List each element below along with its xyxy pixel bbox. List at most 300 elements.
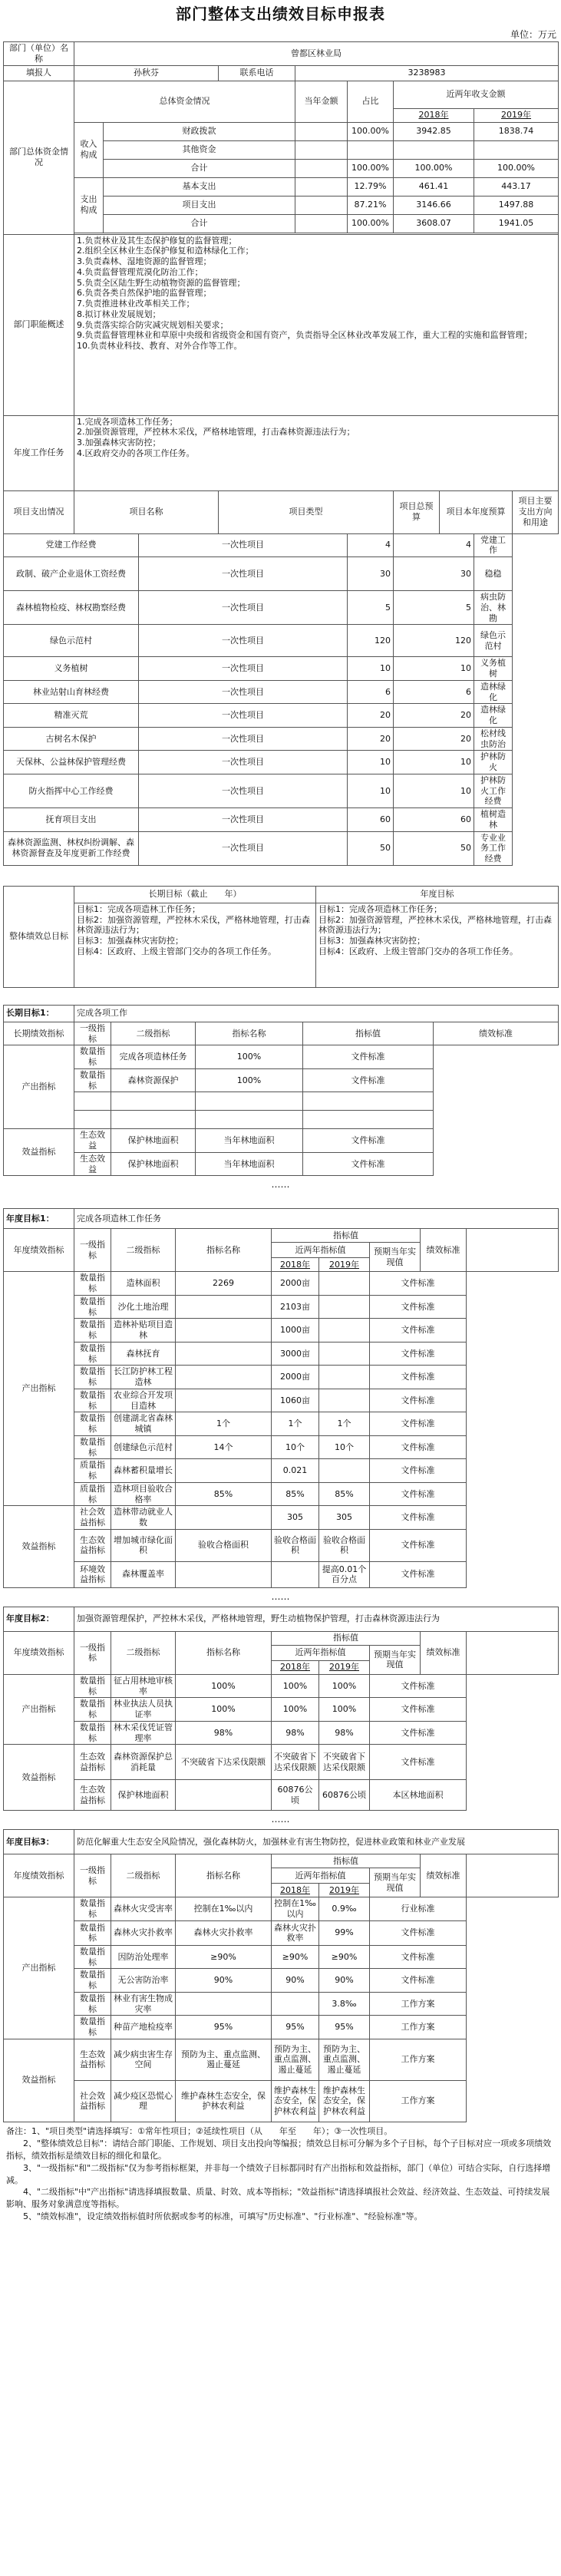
project-type: 一次性项目 (139, 680, 348, 704)
expend-label: 支出构成 (74, 177, 104, 233)
indicator-std: 本区林地面积 (370, 1780, 467, 1811)
indicator-y2: 验收合格面积 (272, 1529, 319, 1561)
note-line: 2、"整体绩效总目标"：请结合部门职能、工作规划、项目支出投向等编报；绩效总目标可分解为多个子目标，每个子目标对应一项或多项绩效指标，绩效指标是绩效目标的细化和量化。 (6, 2138, 552, 2161)
indicator-l2: 数量指标 (74, 1435, 111, 1459)
project-type: 一次性项目 (139, 727, 348, 751)
funds-row-y2: 100.00% (474, 159, 559, 177)
lt-l2: 数量指标 (74, 1068, 111, 1092)
project-name: 党建工作经费 (4, 533, 139, 557)
indicator-l2: 质量指标 (74, 1482, 111, 1506)
filler-label: 填报人 (4, 65, 74, 81)
indicator-name: 减少病虫害生存空间 (111, 2039, 176, 2080)
y2-c2: 二级指标 (111, 1631, 176, 1674)
lt-eff-label: 效益指标 (4, 1129, 74, 1176)
project-row (4, 557, 559, 591)
lt-c2: 二级指标 (111, 1022, 196, 1045)
indicator-y2 (272, 1561, 319, 1587)
project-row (4, 625, 559, 657)
indicator-std: 文件标准 (370, 1366, 467, 1389)
indicator-std: 工作方案 (370, 2016, 467, 2039)
indicator-y1: 维护森林生态安全，保护林农利益 (176, 2080, 272, 2122)
indicator-y2: 100% (272, 1698, 319, 1722)
filler-name: 孙秋芬 (74, 65, 219, 81)
year-goal-row (4, 1969, 559, 1993)
funds-row-y1: 3146.66 (394, 196, 474, 214)
project-type: 一次性项目 (139, 533, 348, 557)
indicator-plan: 10个 (319, 1435, 370, 1459)
y2-plan-head: 预期当年实现值 (370, 1645, 421, 1674)
year-goal-row (4, 2016, 559, 2039)
year-goal-row (4, 1412, 559, 1436)
lt-std: 文件标准 (303, 1045, 434, 1069)
funds-row-y1: 461.41 (394, 177, 474, 196)
project-type: 一次性项目 (139, 625, 348, 657)
y1-plan-head: 预期当年实现值 (370, 1243, 421, 1272)
indicator-y2: 95% (272, 2016, 319, 2039)
lt-std: 文件标准 (303, 1152, 434, 1176)
indicator-l2: 数量指标 (74, 1342, 111, 1366)
lt-val: 当年林地面积 (196, 1152, 303, 1176)
indicator-name: 造林补贴项目造林 (111, 1319, 176, 1342)
y2-c1: 一级指标 (74, 1631, 111, 1674)
lt-c3: 指标名称 (196, 1022, 303, 1045)
indicator-std: 文件标准 (370, 1698, 467, 1722)
year-goal-row (4, 1459, 559, 1483)
lt-name: 森林资源保护 (111, 1068, 196, 1092)
lt-l2: 生态效益 (74, 1129, 111, 1153)
year-goal-row (4, 1674, 559, 1698)
indicator-l2: 生态效益指标 (74, 2039, 111, 2080)
y3-std-head: 绩效标准 (421, 1854, 467, 1897)
indicator-name: 造林带动就业人数 (111, 1506, 176, 1530)
long-term-row (4, 1068, 559, 1092)
lt-std: 文件标准 (303, 1068, 434, 1092)
project-total: 10 (348, 657, 394, 681)
project-year: 120 (394, 625, 474, 657)
project-use: 造林绿化 (474, 704, 513, 728)
indicator-y1 (176, 1780, 272, 1811)
indicator-plan: 1个 (319, 1412, 370, 1436)
funds-row-y1: 3608.07 (394, 214, 474, 233)
indicator-l2: 数量指标 (74, 1721, 111, 1745)
out-label: 产出指标 (4, 1897, 74, 2039)
year-goal-row (4, 1945, 559, 1969)
funds-row-y2: 1941.05 (474, 214, 559, 233)
indicator-plan: 提高0.01个百分点 (319, 1561, 370, 1587)
indicator-name: 农业综合开发项目造林 (111, 1389, 176, 1412)
long-term-row (4, 1129, 559, 1153)
indicator-name: 造林面积 (111, 1272, 176, 1296)
funds-row-name: 合计 (104, 214, 295, 233)
indicator-l2: 数量指标 (74, 1295, 111, 1319)
project-row (4, 591, 559, 625)
phone-label: 联系电话 (219, 65, 295, 81)
y2-year1: 2018年 (272, 1660, 319, 1674)
indicator-std: 工作方案 (370, 2039, 467, 2080)
duties-text: 1.负责林业及其生态保护修复的监督管理； 2.组织全区林业生态保护修复和造林绿化工作； 3.负责森林、湿地资源的监督管理； 4.负责监督管理荒漠化防治工作； 5.负责全区陆生野生动植物资源的监督管理； 6.负责各类自然保护地的监督管理； 7.负责推进林业改革相关工作； 8.拟订林业发展规划； 9.负责落实综合防灾减灾规划相关要求； 9.负责监督管理林业和草原中央级和省级资金和国有资产，负责指导全区林业改革发展工作，重大工程的实施和监督管理； 10.负责林业科技、教育、对外合作等工作。 (74, 234, 559, 415)
indicator-plan: 维护森林生态安全，保护林农利益 (319, 2080, 370, 2122)
project-name: 林业站射山育林经费 (4, 680, 139, 704)
funds-row-y2: 443.17 (474, 177, 559, 196)
funds-row-name: 项目支出 (104, 196, 295, 214)
funds-row-name: 其他资金 (104, 140, 295, 159)
funds-head-total: 总体资金情况 (74, 81, 295, 122)
funds-row-ratio: 12.79% (348, 177, 394, 196)
project-total: 120 (348, 625, 394, 657)
project-use: 义务植树 (474, 657, 513, 681)
note-line: 5、"绩效标准"，设定绩效指标值时所依据或参考的标准，可填写"历史标准"、"行业标准"、"经验标准"等。 (23, 2211, 423, 2222)
indicator-std: 行业标准 (370, 1897, 467, 1921)
project-year: 10 (394, 657, 474, 681)
indicator-std: 工作方案 (370, 1992, 467, 2016)
y1-year2: 2019年 (319, 1258, 370, 1272)
indicator-y1 (176, 1389, 272, 1412)
lt-val: 100% (196, 1068, 303, 1092)
y3-c2: 二级指标 (111, 1854, 176, 1897)
y2-recent: 近两年指标值 (272, 1645, 370, 1660)
indicator-y1 (176, 1295, 272, 1319)
indicator-y2: 维护森林生态安全，保护林农利益 (272, 2080, 319, 2122)
note-line: 备注：1、"项目类型"请选择填写：①常年性项目；②延续性项目（从 年至 年）；③一次性项目。 (6, 2125, 393, 2136)
projects-head-name: 项目名称 (74, 490, 219, 533)
year-goal-row (4, 1295, 559, 1319)
indicator-y1 (176, 1459, 272, 1483)
overall-right-head: 年度目标 (316, 886, 559, 903)
indicator-name: 森林火灾扑救率 (111, 1920, 176, 1945)
project-total: 10 (348, 774, 394, 807)
indicator-plan: 100% (319, 1674, 370, 1698)
indicator-y1 (176, 1992, 272, 2016)
indicator-plan (319, 1459, 370, 1483)
funds-row-ratio (348, 140, 394, 159)
project-total: 6 (348, 680, 394, 704)
project-type: 一次性项目 (139, 831, 348, 865)
y2-std-head: 绩效标准 (421, 1631, 467, 1674)
funds-y2: 2019年 (474, 108, 559, 122)
indicator-name: 征占用林地审核率 (111, 1674, 176, 1698)
indicator-y1: 预防为主、重点监测、遏止蔓延 (176, 2039, 272, 2080)
y3-c1: 一级指标 (74, 1854, 111, 1897)
indicator-plan: 90% (319, 1969, 370, 1993)
indicator-y1: 90% (176, 1969, 272, 1993)
indicator-std: 文件标准 (370, 1272, 467, 1296)
indicator-plan: 85% (319, 1482, 370, 1506)
year2-desc: 加强资源管理保护，严控林木采伐，严格林地管理，野生动植物保护管理，打击森林资源违法行为 (74, 1607, 559, 1631)
project-name: 森林植物检疫、林权勘察经费 (4, 591, 139, 625)
out-label: 产出指标 (4, 1674, 74, 1745)
indicator-name: 创建绿色示范村 (111, 1435, 176, 1459)
indicator-y2: 85% (272, 1482, 319, 1506)
long-term-row (4, 1152, 559, 1176)
project-year: 30 (394, 557, 474, 591)
indicator-l2: 数量指标 (74, 1992, 111, 2016)
indicator-l2: 生态效益指标 (74, 1529, 111, 1561)
indicator-y2: 305 (272, 1506, 319, 1530)
indicator-l2: 数量指标 (74, 1698, 111, 1722)
project-row (4, 774, 559, 807)
funds-row-name: 财政拨款 (104, 122, 295, 140)
project-row (4, 533, 559, 557)
year-goal-row (4, 2080, 559, 2122)
indicator-y2: ≥90% (272, 1945, 319, 1969)
projects-head-type: 项目类型 (219, 490, 394, 533)
year2-head: 年度目标2： (4, 1607, 74, 1631)
indicator-std: 文件标准 (370, 1969, 467, 1993)
y1-val-head: 指标值 (272, 1229, 421, 1243)
y3-plan-head: 预期当年实现值 (370, 1868, 421, 1897)
project-year: 5 (394, 591, 474, 625)
indicator-l2: 数量指标 (74, 1389, 111, 1412)
duties-label: 部门职能概述 (4, 234, 74, 415)
indicator-y1 (176, 1506, 272, 1530)
indicator-l2: 数量指标 (74, 1969, 111, 1993)
project-use: 造林绿化 (474, 680, 513, 704)
notes (0, 2122, 561, 2224)
project-total: 20 (348, 727, 394, 751)
indicator-name: 林业执法人员执证率 (111, 1698, 176, 1722)
indicator-l2: 社会效益指标 (74, 2080, 111, 2122)
indicator-plan: 100% (319, 1698, 370, 1722)
ellipsis: …… (271, 1590, 290, 1602)
indicator-name: 林业有害生物成灾率 (111, 1992, 176, 2016)
y3-year2: 2019年 (319, 1884, 370, 1897)
indicator-name: 森林蓄积量增长 (111, 1459, 176, 1483)
year-goal-row (4, 1319, 559, 1342)
funds-row-ratio: 87.21% (348, 196, 394, 214)
indicator-name: 因防治处理率 (111, 1945, 176, 1969)
y2-c3: 指标名称 (176, 1631, 272, 1674)
indicator-y2: 控制在1‰以内 (272, 1897, 319, 1921)
indicator-l2: 生态效益指标 (74, 1745, 111, 1780)
funds-section-label: 部门总体资金情况 (4, 81, 74, 234)
lt-std (303, 1111, 434, 1129)
indicator-name: 创建湖北省森林城镇 (111, 1412, 176, 1436)
indicator-l2: 生态效益指标 (74, 1780, 111, 1811)
indicator-y2: 0.021 (272, 1459, 319, 1483)
indicator-plan (319, 1389, 370, 1412)
indicator-std: 文件标准 (370, 1295, 467, 1319)
indicator-std: 文件标准 (370, 1920, 467, 1945)
indicator-name: 种苗产地检疫率 (111, 2016, 176, 2039)
y1-c3: 指标名称 (176, 1229, 272, 1272)
year-goal-row (4, 1366, 559, 1389)
year3-desc: 防范化解重大生态安全风险情况，强化森林防火，加强林业有害生物防控，促进林业政策和林业产业发展 (74, 1830, 559, 1854)
long-term-row (4, 1111, 559, 1129)
indicator-y1 (176, 1561, 272, 1587)
long-term-label: 长期绩效指标 (4, 1022, 74, 1045)
y1-c1: 一级指标 (74, 1229, 111, 1272)
indicator-plan: 98% (319, 1721, 370, 1745)
year-goal-row (4, 1721, 559, 1745)
indicator-l2: 环境效益指标 (74, 1561, 111, 1587)
project-name: 精准灭荒 (4, 704, 139, 728)
out-label: 产出指标 (4, 1272, 74, 1506)
lt-l2 (74, 1092, 111, 1111)
indicator-l2: 数量指标 (74, 1945, 111, 1969)
funds-row-y2: 1838.74 (474, 122, 559, 140)
year3-head: 年度目标3： (4, 1830, 74, 1854)
income-label: 收入构成 (74, 122, 104, 177)
project-row (4, 680, 559, 704)
funds-row-name: 合计 (104, 159, 295, 177)
indicator-y2: 3000亩 (272, 1342, 319, 1366)
funds-head-recent: 近两年收支金额 (394, 81, 559, 108)
long-term-table (3, 1005, 559, 1177)
indicator-y2: 1个 (272, 1412, 319, 1436)
year-goal-row (4, 1389, 559, 1412)
indicator-std: 文件标准 (370, 1506, 467, 1530)
funds-row-ratio: 100.00% (348, 214, 394, 233)
project-row (4, 831, 559, 865)
y2-year2: 2019年 (319, 1660, 370, 1674)
annual-label: 年度工作任务 (4, 415, 74, 490)
indicator-y2: 2000亩 (272, 1366, 319, 1389)
indicator-y2: 10个 (272, 1435, 319, 1459)
year2-table (3, 1607, 559, 1811)
indicator-name: 减少疫区恐慌心理 (111, 2080, 176, 2122)
lt-std: 文件标准 (303, 1129, 434, 1153)
phone-number: 3238983 (295, 65, 559, 81)
year1-label: 年度绩效指标 (4, 1229, 74, 1272)
year-goal-row (4, 1992, 559, 2016)
indicator-l2: 数量指标 (74, 1319, 111, 1342)
indicator-y2: 60876公顷 (272, 1780, 319, 1811)
funds-row-cur (295, 177, 348, 196)
indicator-plan: 预防为主、重点监测、遏止蔓延 (319, 2039, 370, 2080)
project-name: 义务植树 (4, 657, 139, 681)
project-use: 专业业务工作经费 (474, 831, 513, 865)
lt-name: 完成各项造林任务 (111, 1045, 196, 1069)
indicator-l2: 数量指标 (74, 1920, 111, 1945)
indicator-plan: 60876公顷 (319, 1780, 370, 1811)
indicator-std: 文件标准 (370, 1945, 467, 1969)
lt-l2: 生态效益 (74, 1152, 111, 1176)
indicator-name: 林木采伐凭证管理率 (111, 1721, 176, 1745)
funds-row-y2 (474, 140, 559, 159)
project-row (4, 751, 559, 774)
page-title: 部门整体支出绩效目标申报表 (176, 5, 385, 23)
indicator-plan: 不突破省下达采伐限额 (319, 1745, 370, 1780)
funds-row-ratio: 100.00% (348, 159, 394, 177)
note-line: 4、"二级指标"中"产出指标"请选择填报数量、质量、时效、成本等指标；"效益指标"请选择填报社会效益、经济效益、生态效益、可持续发展影响、服务对象满意度等指标。 (6, 2187, 550, 2210)
indicator-y2: 森林火灾扑救率 (272, 1920, 319, 1945)
project-use: 病虫防治、林勘 (474, 591, 513, 625)
indicator-std: 文件标准 (370, 1674, 467, 1698)
indicator-l2: 数量指标 (74, 1674, 111, 1698)
note-line: 3、"一级指标"和"二级指标"仅为参考指标框架，并非每一个绩效子目标都同时有产出指标和效益指标，部门（单位）可结合实际，自行选择增减。 (6, 2162, 551, 2185)
indicator-y1: 98% (176, 1721, 272, 1745)
project-year: 4 (394, 533, 474, 557)
project-row (4, 808, 559, 832)
project-name: 天保林、公益林保护管理经费 (4, 751, 139, 774)
ellipsis: …… (271, 1814, 290, 1825)
indicator-y1: 14个 (176, 1435, 272, 1459)
indicator-y1: 85% (176, 1482, 272, 1506)
project-year: 10 (394, 774, 474, 807)
year2-label: 年度绩效指标 (4, 1631, 74, 1674)
lt-name (111, 1111, 196, 1129)
indicator-name: 森林抚育 (111, 1342, 176, 1366)
indicator-y2: 100% (272, 1674, 319, 1698)
indicator-y1: 95% (176, 2016, 272, 2039)
funds-head-ratio: 占比 (348, 81, 394, 122)
project-year: 20 (394, 727, 474, 751)
indicator-y2: 不突破省下达采伐限额 (272, 1745, 319, 1780)
dept-name: 曾都区林业局 (74, 42, 559, 66)
project-use: 植树造林 (474, 808, 513, 832)
indicator-name: 森林覆盖率 (111, 1561, 176, 1587)
indicator-name: 长江防护林工程造林 (111, 1366, 176, 1389)
indicator-l2: 数量指标 (74, 2016, 111, 2039)
lt-name (111, 1092, 196, 1111)
overall-goal-label: 整体绩效总目标 (4, 886, 74, 987)
funds-row-cur (295, 140, 348, 159)
project-type: 一次性项目 (139, 657, 348, 681)
project-type: 一次性项目 (139, 591, 348, 625)
indicator-y2: 预防为主、重点监测、遏止蔓延 (272, 2039, 319, 2080)
funds-row-cur (295, 122, 348, 140)
eff-label: 效益指标 (4, 2039, 74, 2122)
indicator-plan (319, 1319, 370, 1342)
indicator-plan: ≥90% (319, 1945, 370, 1969)
indicator-y2: 90% (272, 1969, 319, 1993)
long-term-desc: 完成各项工作 (74, 1005, 559, 1022)
long-term-head: 长期目标1： (4, 1005, 74, 1022)
project-use: 护林防火工作经费 (474, 774, 513, 807)
year-goal-row (4, 1780, 559, 1811)
indicator-l2: 数量指标 (74, 1897, 111, 1921)
funds-row-cur (295, 196, 348, 214)
funds-row-y1 (394, 140, 474, 159)
project-name: 森林资源监测、林权纠纷调解、森林资源督查及年度更新工作经费 (4, 831, 139, 865)
indicator-std: 文件标准 (370, 1435, 467, 1459)
indicator-name: 无公害防治率 (111, 1969, 176, 1993)
project-year: 6 (394, 680, 474, 704)
indicator-name: 增加城市绿化面积 (111, 1529, 176, 1561)
lt-c5: 绩效标准 (434, 1022, 559, 1045)
indicator-y1: 验收合格面积 (176, 1529, 272, 1561)
project-total: 5 (348, 591, 394, 625)
year-goal-row (4, 1561, 559, 1587)
lt-name: 保护林地面积 (111, 1129, 196, 1153)
lt-out-label: 产出指标 (4, 1045, 74, 1129)
lt-val: 当年林地面积 (196, 1129, 303, 1153)
dept-label: 部门（单位）名称 (4, 42, 74, 66)
year-goal-row (4, 1342, 559, 1366)
year-goal-row (4, 2039, 559, 2080)
indicator-y1 (176, 1366, 272, 1389)
indicator-y2: 1060亩 (272, 1389, 319, 1412)
y3-c3: 指标名称 (176, 1854, 272, 1897)
indicator-y2: 98% (272, 1721, 319, 1745)
ellipsis: …… (271, 1179, 290, 1191)
indicator-l2: 数量指标 (74, 1366, 111, 1389)
indicator-std: 文件标准 (370, 1319, 467, 1342)
indicator-plan: 3.8‰ (319, 1992, 370, 2016)
year-goal-row (4, 1272, 559, 1296)
project-type: 一次性项目 (139, 751, 348, 774)
project-total: 10 (348, 751, 394, 774)
indicator-std: 文件标准 (370, 1529, 467, 1561)
year3-table (3, 1829, 559, 2122)
indicator-plan: 99% (319, 1920, 370, 1945)
indicator-y1: 1个 (176, 1412, 272, 1436)
year-goal-row (4, 1529, 559, 1561)
indicator-y1: ≥90% (176, 1945, 272, 1969)
indicator-name: 森林火灾受害率 (111, 1897, 176, 1921)
indicator-y1: 控制在1‰以内 (176, 1897, 272, 1921)
y1-c2: 二级指标 (111, 1229, 176, 1272)
